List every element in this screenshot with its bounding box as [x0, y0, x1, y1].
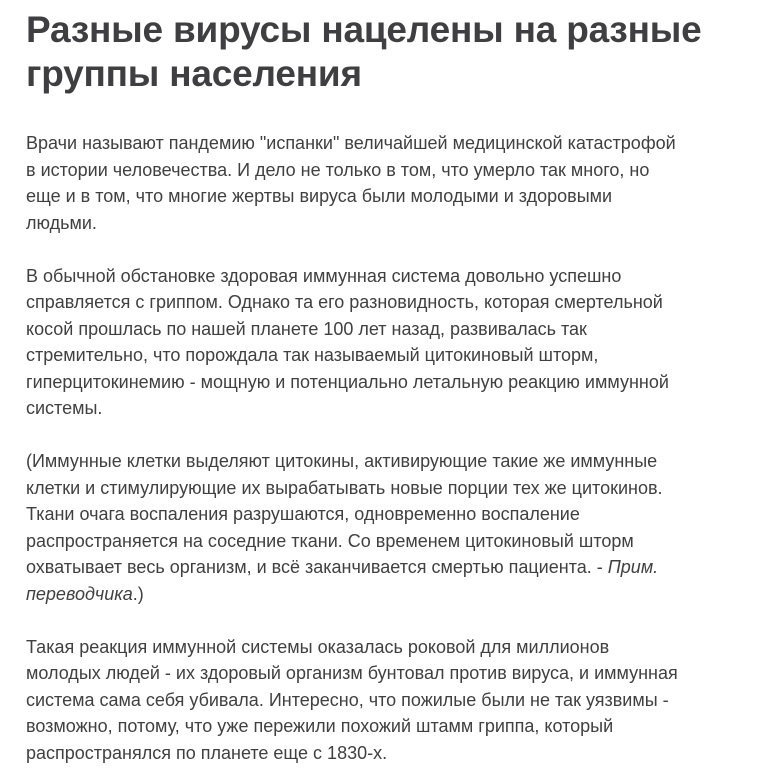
- paragraph-3-translator-note: [26, 448, 769, 607]
- text-line: клетки и стимулирующие их вырабатывать новые порции тех же цитокинов.: [26, 477, 663, 498]
- text-line: [26, 581, 769, 608]
- text-line: справляется с гриппом. Однако та его разновидность, которая смертельной: [26, 292, 663, 312]
- text-line: косой прошлась по нашей планете 100 лет назад, развивалась так: [26, 318, 587, 339]
- text-line: В обычной обстановке здоровая иммунная система довольно успешно: [26, 265, 622, 286]
- text-line: системы.: [26, 398, 103, 418]
- text-line: людьми.: [26, 212, 97, 233]
- paragraph-4: [26, 634, 769, 767]
- text-line: распространяется на соседние ткани. Со временем цитокиновый шторм: [26, 530, 634, 551]
- text-line: возможно, потому, что уже пережили похожий штамм гриппа, который: [26, 716, 614, 736]
- text-line: (Иммунные клетки выделяют цитокины, активирующие такие же иммунные: [26, 451, 658, 471]
- text-line: в истории человечества. И дело не только в том, что умерло так много, но: [26, 159, 650, 180]
- heading-line: группы населения: [26, 53, 362, 94]
- translator-note-italic: Прим.: [607, 557, 659, 577]
- translator-note-italic: переводчика: [26, 583, 133, 604]
- text-line: система сама себя убивала. Интересно, что пожилые были не так уязвимы -: [26, 689, 669, 710]
- text-line: стремительно, что порождала так называемый цитокиновый шторм,: [26, 345, 599, 365]
- text-line: распространялся по планете еще с 1830-х.: [26, 742, 388, 763]
- heading-line: Разные вирусы нацелены на разные: [26, 9, 702, 50]
- text-line: [26, 554, 769, 581]
- text-line: еще и в том, что многие жертвы вируса были молодыми и здоровыми: [26, 186, 613, 206]
- text-line: гиперцитокинемию - мощную и потенциально летальную реакцию иммунной: [26, 371, 669, 392]
- closing-paren: .): [132, 583, 144, 604]
- paragraph-2: [26, 263, 769, 422]
- text-line: Ткани очага воспаления разрушаются, одновременно воспаление: [26, 504, 580, 524]
- article-heading: [26, 8, 769, 96]
- text-line: Врачи называют пандемию "испанки" величайшей медицинской катастрофой: [26, 133, 676, 153]
- text-line: Такая реакция иммунной системы оказалась роковой для миллионов: [26, 636, 610, 657]
- paragraph-1: [26, 130, 769, 236]
- text-segment: охватывает весь организм, и всё заканчивается смертью пациента. -: [26, 557, 608, 577]
- text-line: молодых людей - их здоровый организм бунтовал против вируса, и иммунная: [26, 663, 678, 683]
